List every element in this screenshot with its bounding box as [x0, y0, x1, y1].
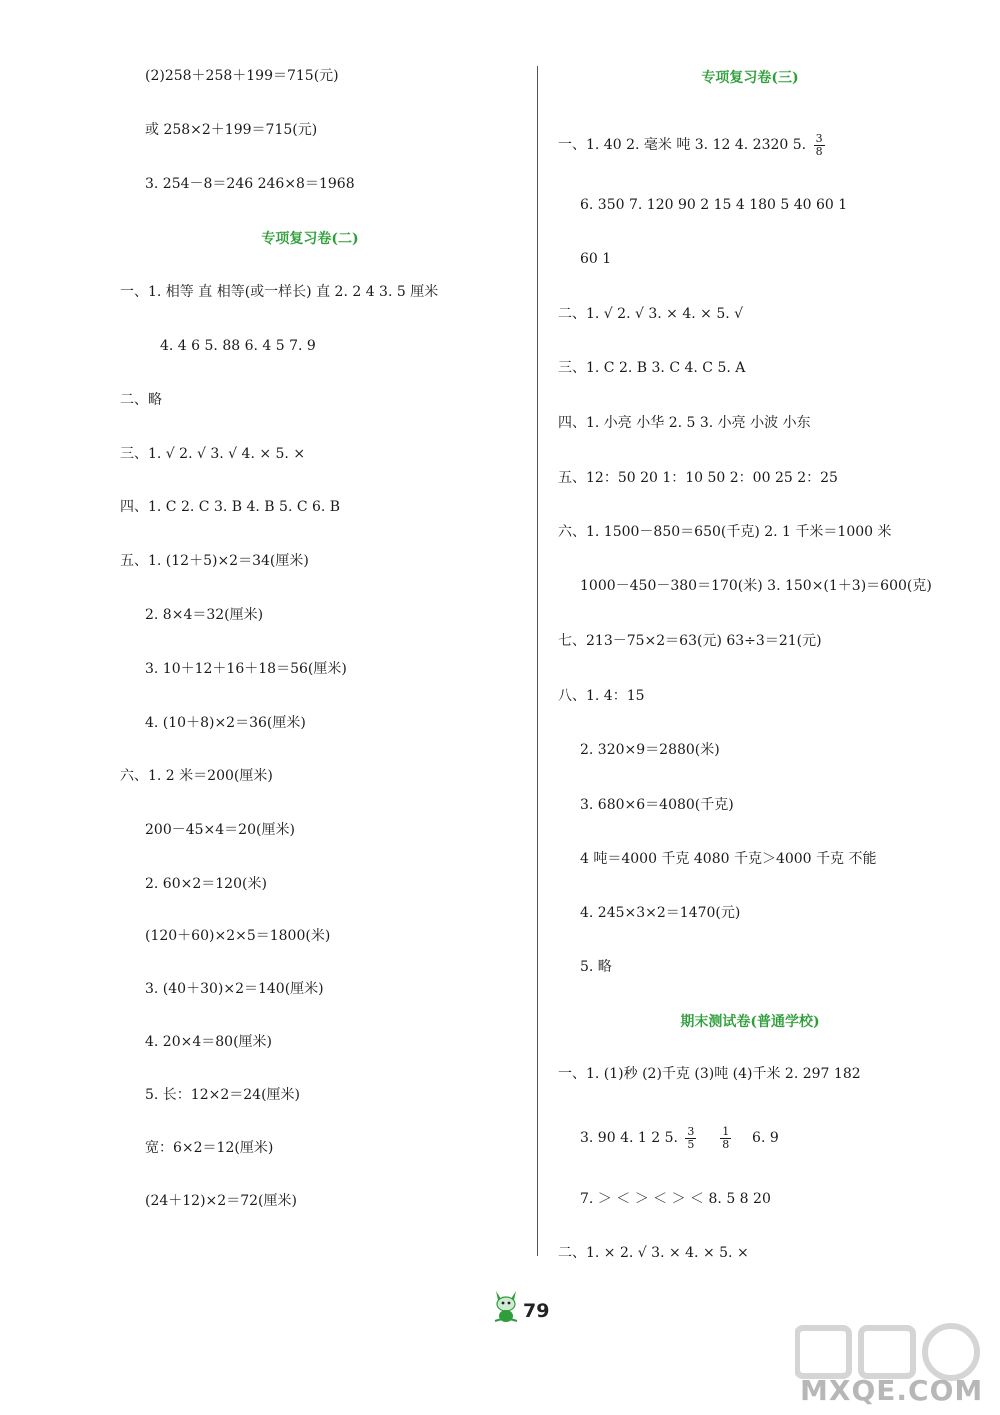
- answer-line: 宽：6×2＝12(厘米): [145, 1140, 274, 1156]
- fraction-denominator: 8: [815, 144, 823, 158]
- answer-line: 200－45×4＝20(厘米): [145, 822, 295, 838]
- answer-line: 三、1. C 2. B 3. C 4. C 5. A: [558, 360, 746, 376]
- answer-line: 5. 长：12×2＝24(厘米): [145, 1087, 300, 1103]
- fraction-denominator: 5: [687, 1137, 695, 1151]
- answer-line: 1000－450－380＝170(米) 3. 150×(1＋3)＝600(克): [580, 578, 932, 594]
- answer-line: 六、1. 1500－850＝650(千克) 2. 1 千米＝1000 米: [558, 524, 892, 540]
- answer-line: 4 吨＝4000 千克 4080 千克＞4000 千克 不能: [580, 851, 877, 867]
- mascot-icon: [492, 1289, 520, 1323]
- fraction-denominator: 8: [722, 1137, 730, 1151]
- answer-line: 60 1: [580, 251, 612, 267]
- fraction: [685, 1126, 696, 1151]
- column-divider: [537, 66, 538, 1256]
- answer-line: 7. ＞ ＜ ＞ ＜ ＞ ＜ 8. 5 8 20: [580, 1191, 771, 1207]
- answer-line: 6. 350 7. 120 90 2 15 4 180 5 40 60 1: [580, 197, 848, 213]
- answer-line: 五、1. (12＋5)×2＝34(厘米): [120, 553, 309, 569]
- answer-line: 二、略: [120, 392, 162, 408]
- section-heading-final-exam: 期末测试卷(普通学校): [680, 1014, 820, 1030]
- answer-line: 二、1. √ 2. √ 3. × 4. × 5. √: [558, 306, 744, 322]
- answer-line: 2. 60×2＝120(米): [145, 876, 267, 892]
- fraction-numerator: 3: [687, 1124, 695, 1138]
- answer-line: 5. 略: [580, 959, 612, 975]
- answer-line: 4. 20×4＝80(厘米): [145, 1034, 272, 1050]
- section-heading-review-2: 专项复习卷(二): [261, 231, 359, 247]
- answer-line: (2)258＋258＋199＝715(元): [145, 68, 339, 84]
- answer-line: 八、1. 4：15: [558, 688, 645, 704]
- answer-line: 3. 680×6＝4080(千克): [580, 797, 734, 813]
- answer-line: [580, 1122, 779, 1154]
- answer-line: 二、1. × 2. √ 3. × 4. × 5. ×: [558, 1245, 749, 1261]
- fraction: [720, 1126, 731, 1151]
- left-column: [0, 0, 460, 1300]
- answer-line: 3. 10＋12＋16＋18＝56(厘米): [145, 661, 347, 677]
- answer-line: 一、1. 相等 直 相等(或一样长) 直 2. 2 4 3. 5 厘米: [120, 284, 439, 300]
- answer-line: 一、1. (1)秒 (2)千克 (3)吨 (4)千米 2. 297 182: [558, 1066, 861, 1082]
- answer-line: (120＋60)×2×5＝1800(米): [145, 928, 331, 944]
- answer-line: 七、213－75×2＝63(元) 63÷3＝21(元): [558, 633, 822, 649]
- answer-line: 五、12：50 20 1：10 50 2：00 25 2：25: [558, 470, 838, 486]
- answer-line: 四、1. C 2. C 3. B 4. B 5. C 6. B: [120, 499, 341, 515]
- answer-text: 6. 9: [752, 1130, 779, 1146]
- answer-line: 或 258×2＋199＝715(元): [145, 122, 318, 138]
- answer-line: 3. 254－8＝246 246×8＝1968: [145, 176, 355, 192]
- fraction-numerator: 3: [815, 131, 823, 145]
- answer-line: 2. 320×9＝2880(米): [580, 742, 720, 758]
- answer-line: 四、1. 小亮 小华 2. 5 3. 小亮 小波 小东: [558, 415, 811, 431]
- answer-line: (24＋12)×2＝72(厘米): [145, 1193, 297, 1209]
- answer-text: 3. 90 4. 1 2 5.: [580, 1130, 678, 1146]
- answer-text: 一、1. 40 2. 毫米 吨 3. 12 4. 2320 5.: [558, 137, 807, 153]
- section-heading-review-3: 专项复习卷(三): [701, 70, 799, 86]
- answer-line: [558, 130, 828, 160]
- watermark-text: MXQE.COM: [800, 1374, 984, 1407]
- fraction-numerator: 1: [722, 1124, 730, 1138]
- answer-line: 4. 4 6 5. 88 6. 4 5 7. 9: [160, 338, 316, 354]
- answer-line: 三、1. √ 2. √ 3. √ 4. × 5. ×: [120, 446, 306, 462]
- answer-line: 4. 245×3×2＝1470(元): [580, 905, 741, 921]
- answer-line: 六、1. 2 米＝200(厘米): [120, 768, 273, 784]
- answer-line: 4. (10＋8)×2＝36(厘米): [145, 715, 306, 731]
- right-column: [540, 0, 1000, 1300]
- answer-line: 3. (40＋30)×2＝140(厘米): [145, 981, 324, 997]
- fraction: [814, 133, 825, 158]
- page-number: 79: [523, 1300, 550, 1322]
- answer-line: 2. 8×4＝32(厘米): [145, 607, 264, 623]
